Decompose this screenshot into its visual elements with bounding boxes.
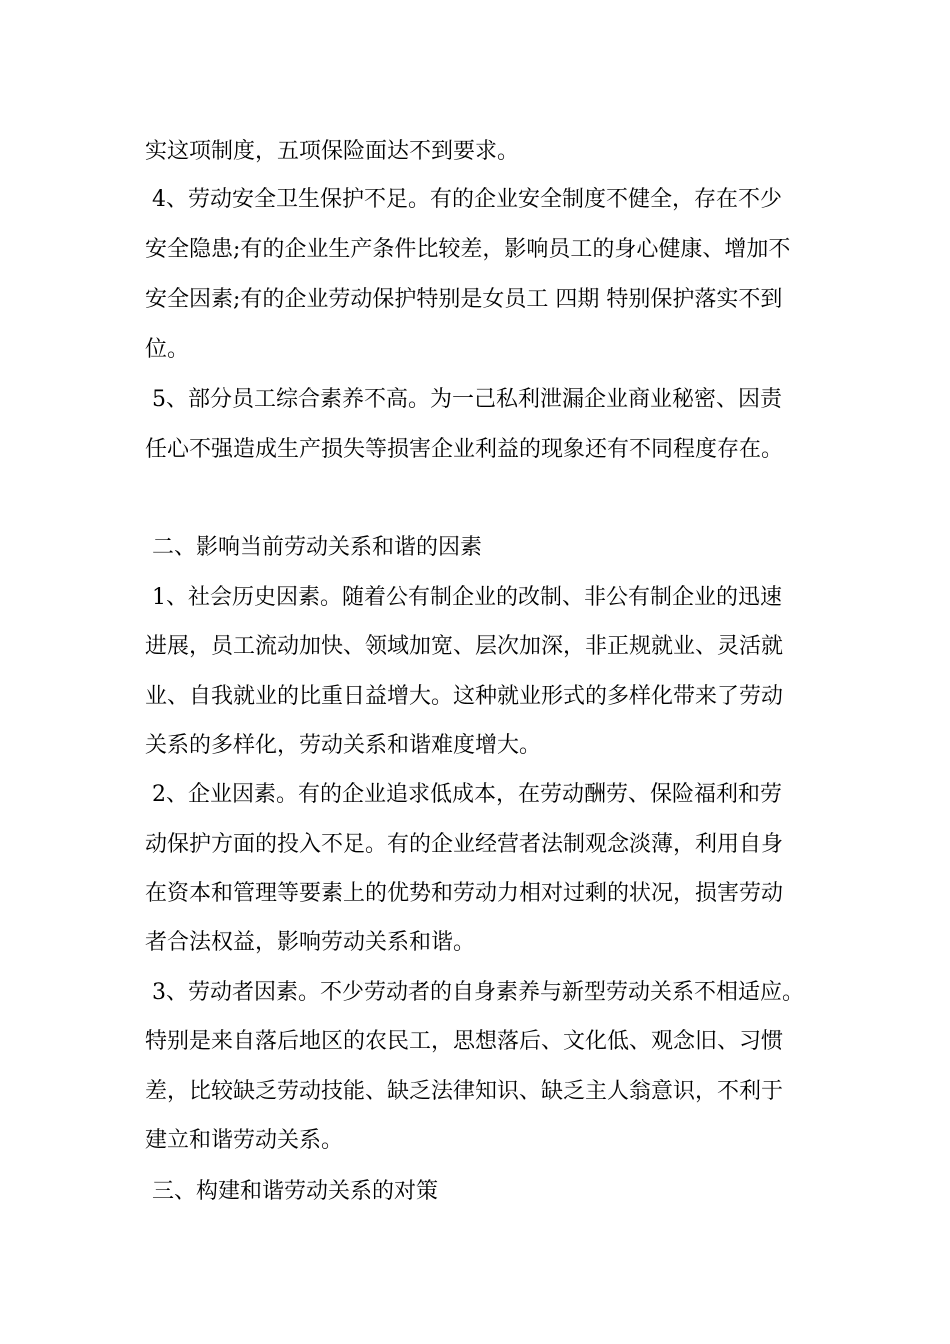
paragraph-line: 实这项制度，五项保险面达不到要求。 [145,139,520,164]
paragraph-line: 任心不强造成生产损失等损害企业利益的现象还有不同程度存在。 [145,437,784,462]
paragraph-line: 5、部分员工综合素养不高。为一己私利泄漏企业商业秘密、因责 [145,387,782,412]
paragraph-line: 在资本和管理等要素上的优势和劳动力相对过剩的状况，损害劳动 [145,881,784,906]
paragraph-line: 3、劳动者因素。不少劳动者的自身素养与新型劳动关系不相适应。 [145,980,804,1005]
paragraph-line: 特别是来自落后地区的农民工，思想落后、文化低、观念旧、习惯 [145,1029,784,1054]
paragraph-line: 建立和谐劳动关系。 [145,1128,344,1153]
paragraph-line: 4、劳动安全卫生保护不足。有的企业安全制度不健全，存在不少 [145,187,782,212]
paragraph-line: 动保护方面的投入不足。有的企业经营者法制观念淡薄，利用自身 [145,832,784,857]
paragraph-line: 者合法权益，影响劳动关系和谐。 [145,930,476,955]
section-heading: 二、影响当前劳动关系和谐的因素 [145,535,482,560]
paragraph-line: 1、社会历史因素。随着公有制企业的改制、非公有制企业的迅速 [145,585,782,610]
paragraph-line: 2、企业因素。有的企业追求低成本，在劳动酬劳、保险福利和劳 [145,782,782,807]
paragraph-line: 关系的多样化，劳动关系和谐难度增大。 [145,733,542,758]
section-heading: 三、构建和谐劳动关系的对策 [145,1179,438,1204]
paragraph-line: 业、自我就业的比重日益增大。这种就业形式的多样化带来了劳动 [145,684,784,709]
paragraph-line: 位。 [145,337,190,362]
paragraph-line: 安全隐患;有的企业生产条件比较差，影响员工的身心健康、增加不 [145,237,791,262]
paragraph-line: 安全因素;有的企业劳动保护特别是女员工 四期 特别保护落实不到 [145,287,783,312]
paragraph-line: 进展，员工流动加快、领域加宽、层次加深，非正规就业、灵活就 [145,634,784,659]
paragraph-line: 差，比较缺乏劳动技能、缺乏法律知识、缺乏主人翁意识，不利于 [145,1079,784,1104]
